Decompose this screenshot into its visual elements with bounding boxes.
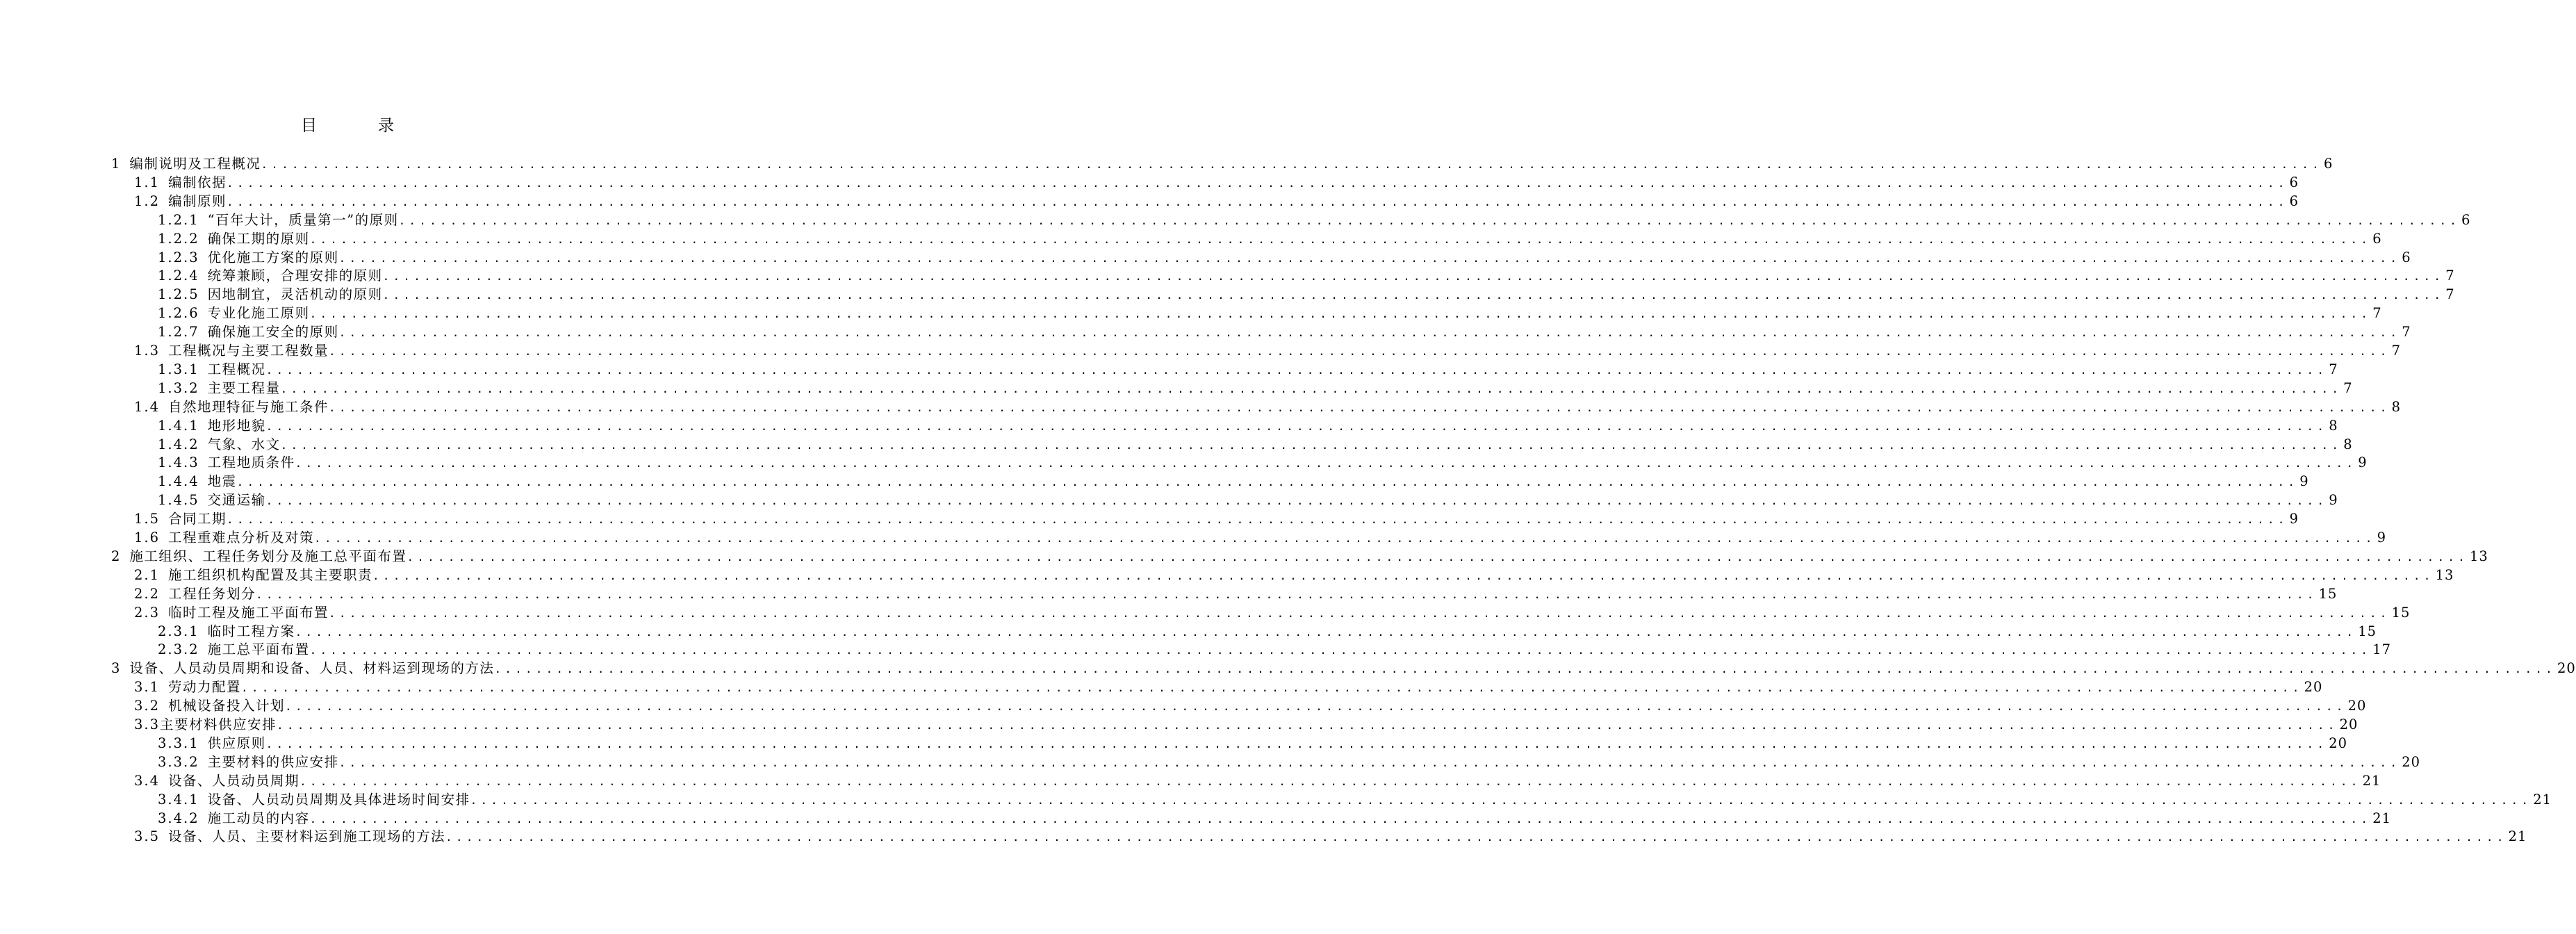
toc-entry-number: 1.2.6 [158,305,199,322]
toc-entry-label: 合同工期 [168,511,227,527]
toc-entry-page: 6 [2289,192,2299,209]
toc-entry-label: 工程地质条件 [207,454,295,471]
toc-entry[interactable] [158,322,2411,341]
toc-entry[interactable] [134,584,2338,603]
toc-leader-dots: ........................................................................................................................................................................................................ [227,195,2288,208]
toc-entry-page: 21 [2533,791,2552,808]
toc-entry[interactable] [134,771,2381,790]
toc-entry-label: 主要工程量 [207,379,281,396]
toc-entry-label: 临时工程方案 [207,623,295,639]
toc-entry-page: 9 [2299,473,2309,490]
toc-entry[interactable] [158,640,2392,659]
toc-entry[interactable] [158,790,2552,809]
toc-entry-label: 主要材料供应安排 [160,716,277,732]
toc-entry-page: 8 [2329,417,2338,434]
toc-leader-dots: ........................................................................................................................................................................................................ [309,644,2372,657]
toc-entry-number: 2.3.1 [158,623,199,639]
toc-entry-number: 1.4 [134,398,161,415]
toc-leader-dots: ........................................................................................................................................................................................................ [407,550,2468,564]
toc-leader-dots: ........................................................................................................................................................................................................ [329,606,2390,620]
toc-entry-label: 专业化施工原则 [207,305,310,322]
toc-entry-number: 1.4.5 [158,492,199,509]
toc-entry-label: 因地制宜，灵活机动的原则 [207,286,383,303]
toc-leader-dots: ........................................................................................................................................................................................................ [329,400,2390,414]
toc-entry-label: 工程概况 [207,361,266,377]
toc-entry[interactable] [158,753,2421,771]
toc-entry[interactable] [158,285,2455,304]
toc-leader-dots: ........................................................................................................................................................................................................ [314,532,2376,545]
toc-leader-dots: ........................................................................................................................................................................................................ [329,345,2390,358]
toc-entry-number: 1.2.5 [158,286,199,303]
toc-entry-page: 8 [2391,398,2402,415]
toc-entry[interactable] [134,509,2299,528]
toc-entry-label: 工程任务划分 [168,585,256,602]
toc-entry[interactable] [158,379,2353,398]
toc-entry-page: 9 [2289,511,2299,527]
toc-entry-label: “百年大计，质量第一”的原则 [207,211,399,228]
toc-entry-page: 6 [2461,211,2471,228]
toc-entry-number: 1.2.1 [158,211,199,228]
toc-entry-page: 21 [2372,810,2392,826]
toc-leader-dots: ........................................................................................................................................................................................................ [338,251,2401,265]
toc-leader-dots: ........................................................................................................................................................................................................ [494,662,2556,676]
toc-entry[interactable] [158,435,2353,454]
toc-entry-number: 3.3.1 [158,735,199,751]
toc-entry[interactable] [134,528,2387,547]
toc-entry[interactable] [158,229,2382,248]
toc-leader-dots: ........................................................................................................................................................................................................ [382,270,2445,284]
toc-entry-label: 优化施工方案的原则 [207,249,339,265]
toc-entry-page: 7 [2402,324,2411,341]
toc-entry-number: 1.4.1 [158,417,199,434]
toc-entry-number: 2 [111,548,122,564]
toc-entry-page: 7 [2329,361,2338,377]
toc-entry-page: 15 [2391,604,2411,621]
toc-entry-page: 13 [2470,548,2488,564]
toc-entry-label: 设备、人员动员周期及具体进场时间安排 [207,791,470,808]
toc-entry-label: 供应原则 [207,735,266,751]
toc-entry[interactable] [134,696,2367,715]
toc-entry[interactable] [158,809,2392,828]
toc-entry-page: 9 [2377,530,2387,546]
toc-entry[interactable] [111,154,2333,173]
toc-entry-number: 1.6 [134,530,161,546]
toc-entry-number: 1.2.2 [158,230,199,247]
toc-entry-label: 确保工期的原则 [207,230,310,247]
toc-entry[interactable] [158,360,2338,379]
toc-entry[interactable] [134,827,2527,846]
toc-leader-dots: ........................................................................................................................................................................................................ [338,326,2401,340]
toc-entry[interactable] [134,715,2358,734]
toc-entry-label: 编制说明及工程概况 [129,156,261,172]
toc-leader-dots: ........................................................................................................................................................................................................ [261,158,2322,171]
toc-leader-dots: ........................................................................................................................................................................................................ [309,307,2372,321]
toc-entry[interactable] [158,491,2338,509]
toc-entry-label: 设备、人员、主要材料运到施工现场的方法 [168,828,446,845]
toc-entry-label: 施工总平面布置 [207,641,310,658]
toc-entry-label: 临时工程及施工平面布置 [168,604,329,621]
toc-leader-dots: ........................................................................................................................................................................................................ [227,513,2288,527]
toc-entry-page: 20 [2347,698,2367,714]
toc-entry-number: 3.5 [134,828,161,845]
toc-entry[interactable] [158,622,2377,641]
toc-leader-dots: ........................................................................................................................................................................................................ [445,830,2507,844]
toc-leader-dots: ........................................................................................................................................................................................................ [265,494,2328,508]
toc-entry-page: 9 [2329,492,2338,509]
toc-leader-dots: ........................................................................................................................................................................................................ [338,755,2401,769]
toc-entry-number: 2.2 [134,585,161,602]
toc-entry[interactable] [158,211,2471,229]
toc-entry[interactable] [134,192,2299,211]
toc-entry-label: 地形地貌 [207,417,266,434]
toc-entry-number: 3.4.1 [158,791,199,808]
toc-entry[interactable] [134,173,2299,192]
toc-leader-dots: ........................................................................................................................................................................................................ [280,438,2343,452]
toc-entry-page: 6 [2372,230,2382,247]
toc-leader-dots: ........................................................................................................................................................................................................ [295,625,2357,639]
toc-entry-page: 7 [2343,379,2353,396]
toc-leader-dots: ........................................................................................................................................................................................................ [236,475,2299,489]
toc-entry-page: 7 [2391,343,2402,359]
toc-entry-label: 编制依据 [168,174,227,190]
toc-entry-number: 1.2.7 [158,324,199,341]
toc-entry[interactable] [158,453,2368,472]
toc-entry-number: 3.4.2 [158,810,199,826]
toc-entry-number: 1.4.4 [158,473,199,490]
toc-entry-label: 确保施工安全的原则 [207,324,339,341]
toc-leader-dots: ........................................................................................................................................................................................................ [382,288,2445,302]
toc-entry-number: 1 [111,156,122,172]
toc-entry-page: 21 [2508,828,2527,845]
toc-entry-page: 17 [2372,641,2392,658]
toc-leader-dots: ........................................................................................................................................................................................................ [300,774,2361,788]
toc-leader-dots: ........................................................................................................................................................................................................ [309,812,2372,826]
toc-entry[interactable] [158,734,2348,753]
toc-entry[interactable] [134,566,2454,584]
toc-entry-number: 1.2.3 [158,249,199,265]
toc-entry-page: 15 [2358,623,2377,639]
toc-entry-number: 1.1 [134,174,161,190]
toc-entry[interactable] [158,304,2382,322]
toc-entry[interactable] [158,248,2411,267]
toc-entry[interactable] [134,603,2411,622]
toc-entry-label: 机械设备投入计划 [168,698,286,714]
toc-leader-dots: ........................................................................................................................................................................................................ [277,719,2338,732]
toc-entry-page: 20 [2557,660,2576,677]
toc-leader-dots: ........................................................................................................................................................................................................ [227,176,2288,190]
toc-entry-label: 施工动员的内容 [207,810,310,826]
toc-leader-dots: ........................................................................................................................................................................................................ [470,793,2532,807]
toc-entry-label: 交通运输 [207,492,266,509]
toc-entry-label: 设备、人员动员周期和设备、人员、材料运到现场的方法 [129,660,495,677]
toc-entry[interactable] [158,472,2309,491]
toc-entry-label: 气象、水文 [207,436,281,452]
toc-entry-number: 1.5 [134,511,161,527]
toc-entry-number: 3.4 [134,772,161,789]
toc-entry[interactable] [134,678,2323,696]
toc-entry-number: 3 [111,660,122,677]
toc-title-left: 目 [301,117,317,135]
toc-entry[interactable] [134,341,2402,360]
toc-entry-page: 7 [2445,286,2455,303]
toc-entry-page: 15 [2318,585,2338,602]
toc-entry-label: 工程重难点分析及对策 [168,530,315,546]
toc-leader-dots: ........................................................................................................................................................................................................ [256,587,2317,601]
toc-leader-dots: ........................................................................................................................................................................................................ [265,363,2328,377]
toc-entry-page: 6 [2402,249,2411,265]
toc-leader-dots: ........................................................................................................................................................................................................ [265,419,2328,433]
toc-title [0,113,695,136]
toc-entry-number: 3.3.2 [158,753,199,770]
toc-entry-number: 1.3.1 [158,361,199,377]
toc-entry-page: 13 [2435,566,2454,583]
toc-entry-number: 2.3.2 [158,641,199,658]
toc-entry-page: 7 [2372,305,2382,322]
toc-entry-number: 1.3 [134,343,161,359]
toc-entry-page: 21 [2362,772,2381,789]
toc-entry-page: 9 [2358,454,2368,471]
toc-leader-dots: ........................................................................................................................................................................................................ [372,568,2434,582]
toc-entry-number: 2.3 [134,604,161,621]
toc-entry-number: 2.1 [134,566,161,583]
toc-entry-number: 1.2 [134,192,161,209]
toc-title-right: 录 [378,117,394,135]
toc-entry-page: 20 [2329,735,2348,751]
toc-entry[interactable] [111,547,2488,566]
toc-entry-label: 主要材料的供应安排 [207,753,339,770]
toc-leader-dots: ........................................................................................................................................................................................................ [265,737,2328,751]
toc-entry-label: 设备、人员动员周期 [168,772,300,789]
toc-entry-number: 1.3.2 [158,379,199,396]
toc-entry-page: 20 [2339,716,2358,732]
toc-entry-label: 施工组织、工程任务划分及施工总平面布置 [129,548,407,564]
toc-entry-page: 20 [2402,753,2421,770]
toc-entry-label: 工程概况与主要工程数量 [168,343,329,359]
toc-entry-label: 施工组织机构配置及其主要职责 [168,566,373,583]
toc-entry-label: 自然地理特征与施工条件 [168,398,329,415]
toc-entry-number: 1.4.2 [158,436,199,452]
toc-leader-dots: ........................................................................................................................................................................................................ [241,681,2303,695]
toc-entry[interactable] [158,266,2455,285]
toc-leader-dots: ........................................................................................................................................................................................................ [309,232,2372,246]
toc-entry-number: 3.3 [134,716,161,732]
toc-entry[interactable] [158,416,2338,435]
toc-entry-page: 6 [2289,174,2299,190]
toc-entry-number: 1.4.3 [158,454,199,471]
toc-entry-label: 地震 [207,473,237,490]
toc-entry[interactable] [134,398,2402,416]
toc-entry[interactable] [111,659,2576,678]
toc-entry-label: 劳动力配置 [168,679,242,696]
toc-entry-number: 1.2.4 [158,268,199,284]
toc-leader-dots: ........................................................................................................................................................................................................ [285,700,2347,714]
toc-entry-page: 8 [2343,436,2353,452]
toc-leader-dots: ........................................................................................................................................................................................................ [398,213,2461,227]
toc-entry-page: 7 [2445,268,2455,284]
toc-entry-label: 编制原则 [168,192,227,209]
toc-entry-page: 6 [2324,156,2333,172]
toc-entry-number: 3.1 [134,679,161,696]
toc-entry-page: 20 [2304,679,2323,696]
toc-leader-dots: ........................................................................................................................................................................................................ [295,457,2357,470]
toc-entry-label: 统筹兼顾，合理安排的原则 [207,268,383,284]
toc-leader-dots: ........................................................................................................................................................................................................ [280,382,2343,395]
toc-entry-number: 3.2 [134,698,161,714]
